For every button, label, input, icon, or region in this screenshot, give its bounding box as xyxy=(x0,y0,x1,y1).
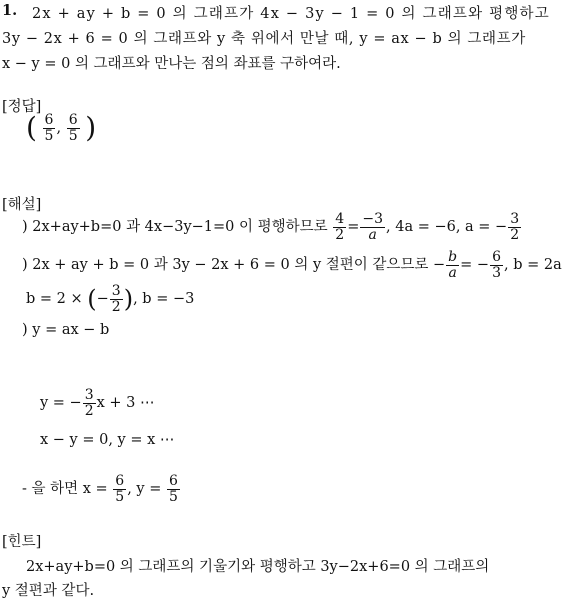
solution-header: [해설] xyxy=(2,197,42,213)
solution-final-y-frac xyxy=(167,474,180,504)
frac-den: 2 xyxy=(335,226,345,243)
solution-line-3-frac xyxy=(110,284,123,314)
equation-b: x − y = 0, y = x ⋯ xyxy=(40,432,175,448)
frac-den: 2 xyxy=(84,402,94,419)
answer-header: [정답] xyxy=(2,99,42,115)
solution-line-2-frac-2 xyxy=(490,250,503,280)
answer-x-den: 5 xyxy=(44,127,54,144)
solution-line-2 xyxy=(22,250,562,280)
frac-den: 2 xyxy=(510,226,520,243)
equation-a-frac xyxy=(83,388,96,418)
equation-a-lead: y = − xyxy=(40,395,82,412)
solution-line-2-frac-1 xyxy=(446,250,459,280)
solution-line-3 xyxy=(26,284,194,314)
frac-num: 6 xyxy=(115,473,125,489)
frac-den: 3 xyxy=(492,264,501,281)
problem-line-2: 3y − 2x + 6 = 0 의 그래프와 y 축 위에서 만날 때, y = ax − b 의 그래프가 xyxy=(2,31,526,47)
frac-num: −3 xyxy=(362,211,383,227)
solution-final-mid: , y = xyxy=(127,481,162,498)
solution-line-1-frac-1 xyxy=(333,212,346,242)
frac-den: 5 xyxy=(115,488,125,505)
frac-num: b xyxy=(448,249,458,265)
answer-comma: , xyxy=(56,120,62,137)
answer-y-den: 5 xyxy=(68,127,78,144)
frac-num: 3 xyxy=(84,387,94,403)
solution-line-2-eq: = − xyxy=(460,257,490,274)
problem-number: 1. xyxy=(2,2,18,19)
solution-line-3-lead: b = 2 × xyxy=(26,291,83,308)
frac-den: 5 xyxy=(169,488,178,505)
solution-line-4: ) y = ax − b xyxy=(22,322,110,338)
frac-den: 2 xyxy=(111,298,121,315)
solution-line-2-rest: , b = 2a xyxy=(503,257,562,274)
solution-line-3-minus: − xyxy=(96,291,109,308)
answer-close-paren: ) xyxy=(85,111,97,145)
frac-num: 4 xyxy=(335,211,345,227)
frac-den: a xyxy=(448,264,457,281)
frac-num: 6 xyxy=(492,249,501,265)
solution-line-1-lead: ) 2x+ay+b=0 과 4x−3y−1=0 이 평행하므로 xyxy=(22,219,328,236)
solution-final-x-frac xyxy=(113,474,126,504)
hint-line-2: y 절편과 같다. xyxy=(2,583,95,599)
hint-header: [힌트] xyxy=(2,534,42,550)
frac-num: 6 xyxy=(169,473,178,489)
equation-a-rest: x + 3 ⋯ xyxy=(96,395,155,412)
solution-line-1-frac-2 xyxy=(360,212,385,242)
answer-y-fraction xyxy=(67,113,80,143)
solution-line-3-open-paren: ( xyxy=(87,285,97,314)
answer-x-fraction xyxy=(43,113,56,143)
hint-line-1: 2x+ay+b=0 의 그래프의 기울기와 평행하고 3y−2x+6=0 의 그래프의 xyxy=(26,559,490,575)
frac-den: a xyxy=(368,226,377,243)
solution-final xyxy=(22,474,181,504)
solution-final-lead: - 을 하면 x = xyxy=(22,481,108,498)
solution-line-1-frac-3 xyxy=(508,212,521,242)
equation-a xyxy=(40,388,155,418)
answer-open-paren: ( xyxy=(26,111,37,145)
answer-point xyxy=(26,113,96,143)
equals-sign: = xyxy=(347,219,360,236)
answer-y-num: 6 xyxy=(68,112,78,128)
frac-num: 3 xyxy=(111,283,121,299)
problem-line-3: x − y = 0 의 그래프와 만나는 점의 좌표를 구하여라. xyxy=(2,56,341,72)
solution-line-3-close-paren: ) xyxy=(123,285,134,314)
solution-line-3-rest: , b = −3 xyxy=(133,291,195,308)
problem-line-1: 2x + ay + b = 0 의 그래프가 4x − 3y − 1 = 0 의 그래프와 평행하고 xyxy=(32,6,550,22)
solution-line-1-rest: , 4a = −6, a = − xyxy=(386,219,508,236)
solution-line-2-lead: ) 2x + ay + b = 0 과 3y − 2x + 6 = 0 의 y 절편이 같으므로 − xyxy=(22,257,446,274)
frac-num: 3 xyxy=(510,211,520,227)
solution-line-1 xyxy=(22,212,522,242)
answer-x-num: 6 xyxy=(44,112,54,128)
